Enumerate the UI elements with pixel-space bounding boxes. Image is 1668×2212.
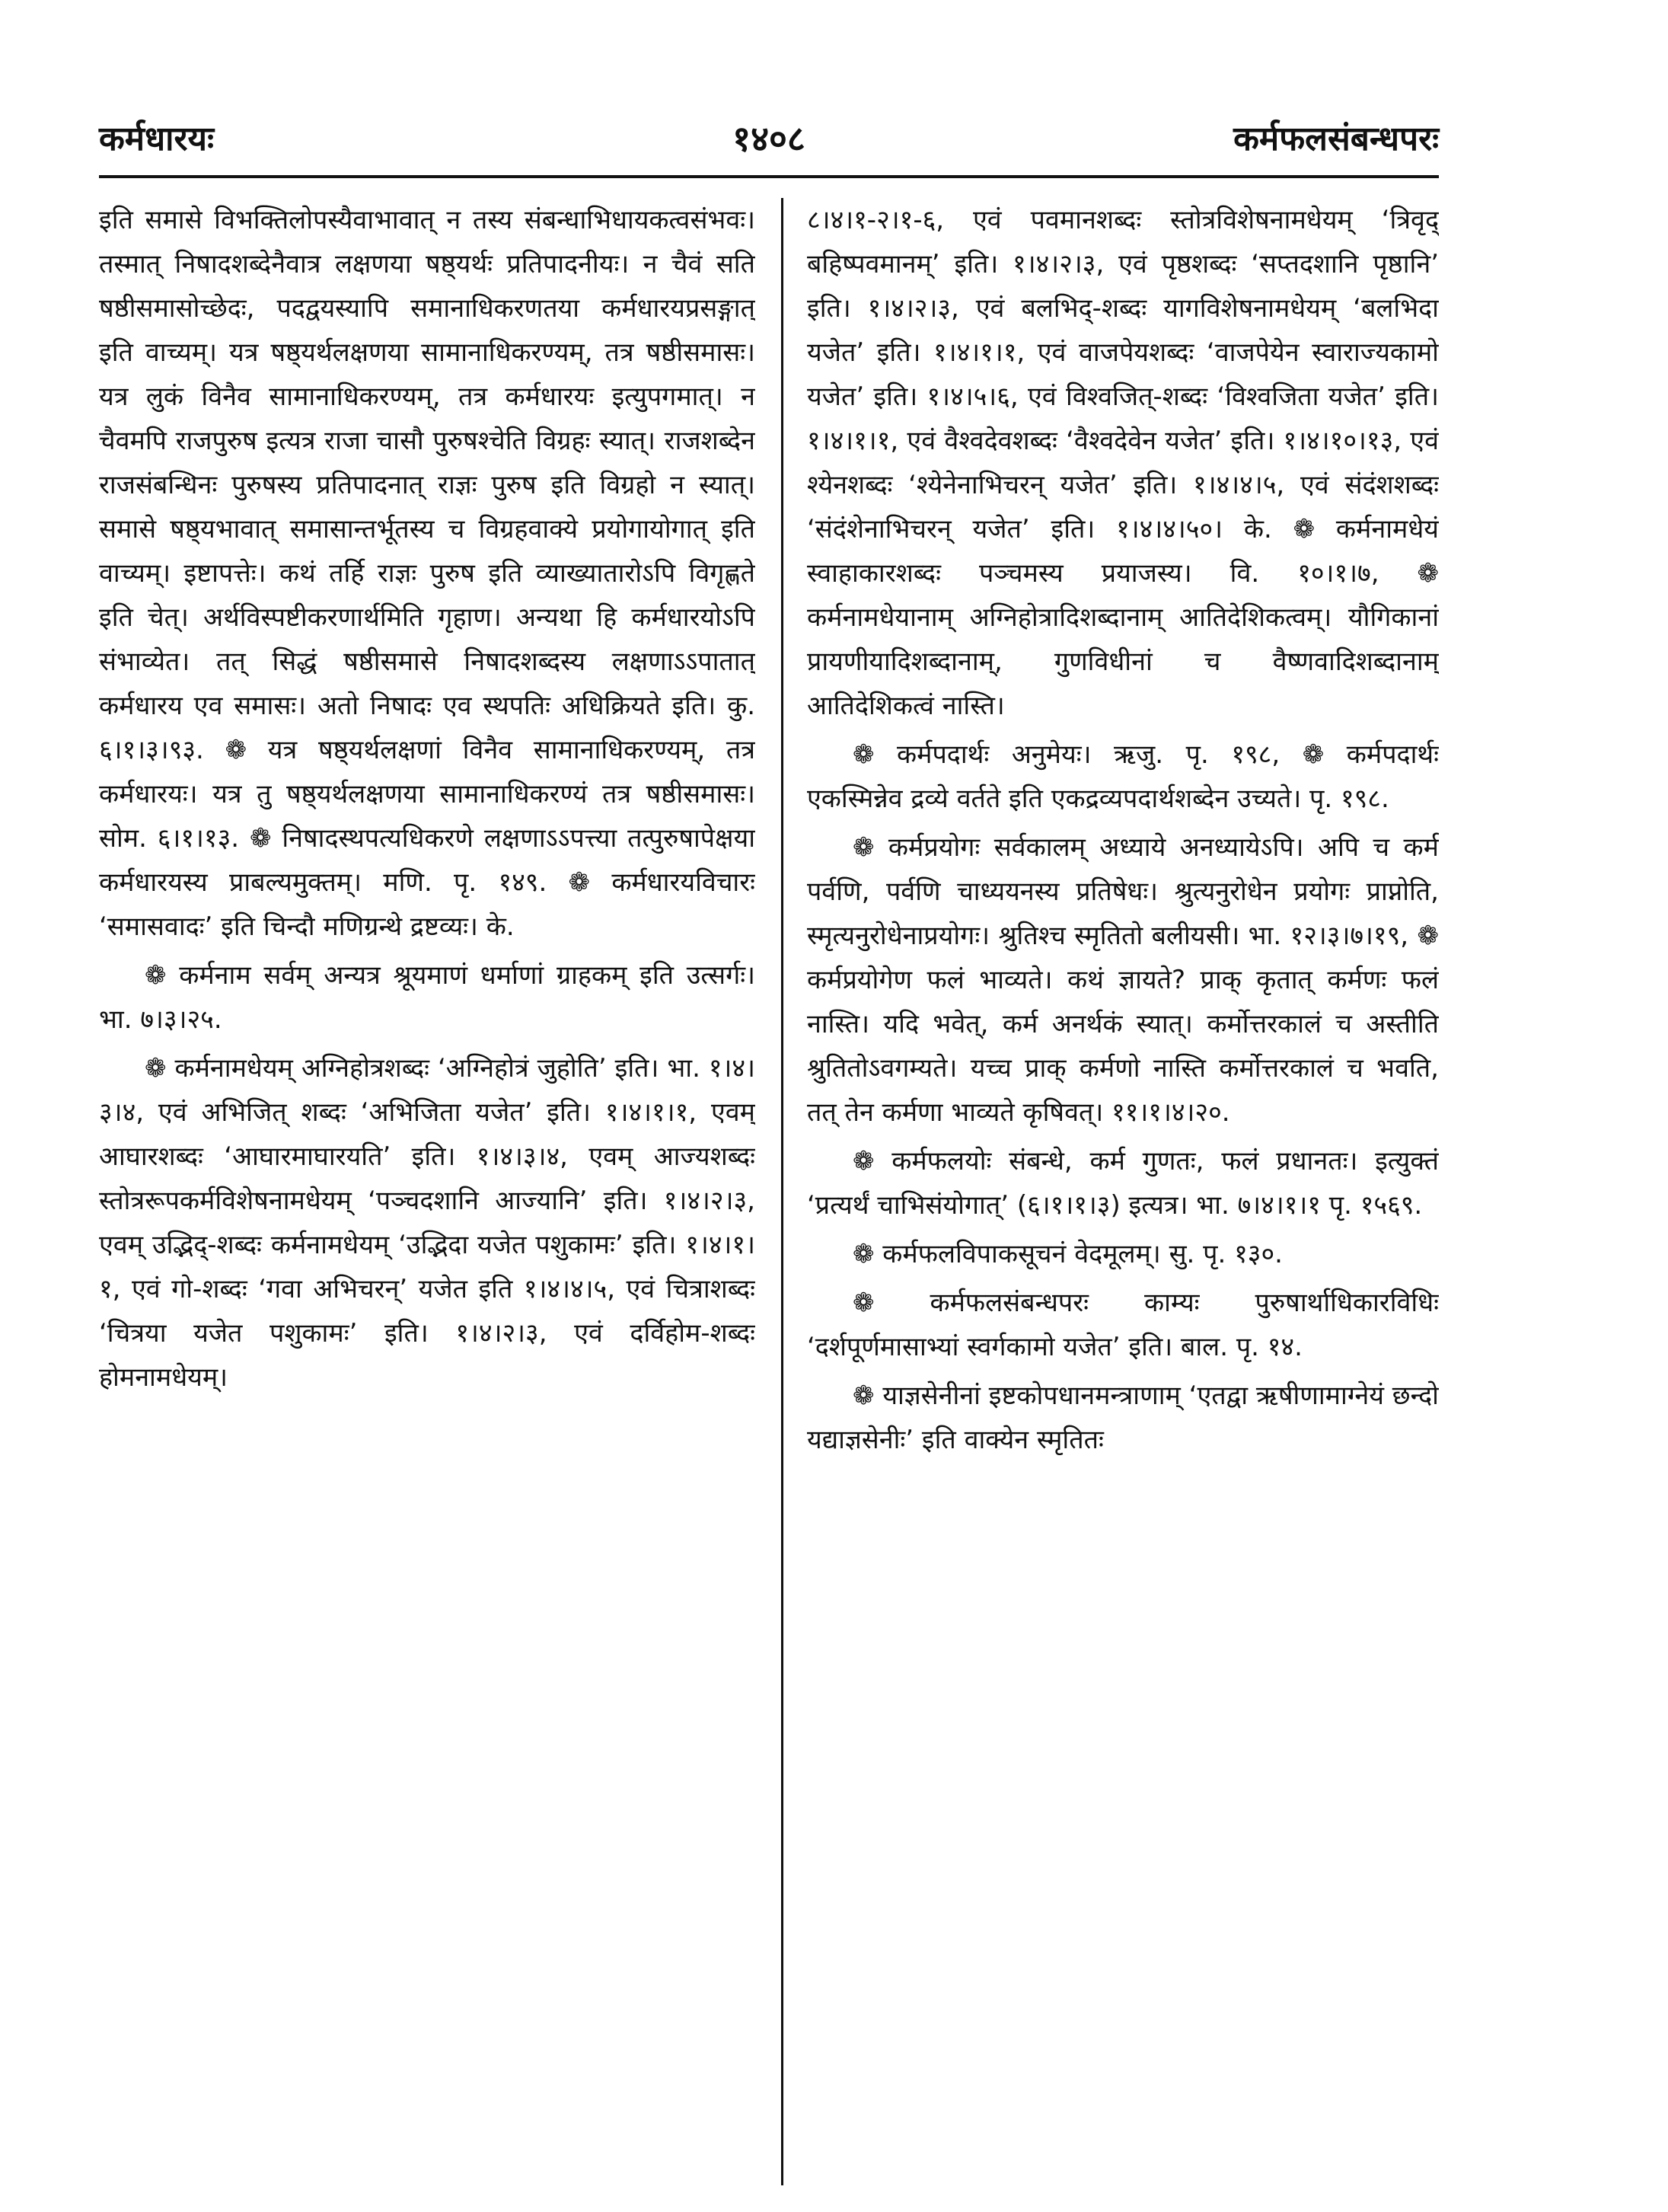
page-header: [99, 114, 1439, 168]
running-head-right: कर्मफलसंबन्धपरः: [1233, 120, 1439, 158]
column-divider: [781, 198, 783, 2185]
right-paragraph-3: ❁ कर्मप्रयोगः सर्वकालम् अध्याये अनध्यायेऽपि। अपि च कर्म पर्वणि, पर्वणि चाध्ययनस्य प्रतिषेधः। श्रुत्यनुरोधेन प्रयोगः प्राप्नोति, स्मृत्यनुरोधेनाप्रयोगः। श्रुतिश्च स्मृतितो बलीयसी। भा. १२।३।७।१९, ❁ कर्मप्रयोगेण फलं भाव्यते। कथं ज्ञायते? प्राक् कृतात् कर्मणः फलं नास्ति। यदि भवेत्, कर्म अनर्थकं स्यात्। कर्मोत्तरकालं च अस्तीति श्रुतितोऽवगम्यते। यच्च प्राक् कर्मणो नास्ति कर्मोत्तरकालं च भवति, तत् तेन कर्मणा भाव्यते कृषिवत्। ११।१।४।२०.: [807, 832, 1439, 1128]
left-paragraph-3: ❁ कर्मनामधेयम् अग्निहोत्रशब्दः ‘अग्निहोत्रं जुहोति’ इति। भा. १।४।३।४, एवं अभिजित् शब्दः ‘अभिजिता यजेत’ इति। १।४।१।१, एवम् आघारशब्दः ‘आघारमाघारयति’ इति। १।४।३।४, एवम् आज्यशब्दः स्तोत्ररूपकर्मविशेषनामधेयम् ‘पञ्चदशानि आज्यानि’ इति। १।४।२।३, एवम् उद्भिद्-शब्दः कर्मनामधेयम् ‘उद्भिदा यजेत पशुकामः’ इति। १।४।१।१, एवं गो-शब्दः ‘गवा अभिचरन्’ यजेत इति १।४।४।५, एवं चित्राशब्दः ‘चित्रया यजेत पशुकामः’ इति। १।४।२।३, एवं दर्विहोम-शब्दः होमनामधेयम्।: [99, 1053, 755, 1393]
page-number: १४०८: [732, 118, 805, 159]
right-paragraph-5: ❁ कर्मफलविपाकसूचनं वेदमूलम्। सु. पृ. १३०.: [853, 1239, 1283, 1269]
left-column: [99, 198, 755, 2193]
right-paragraph-1: ८।४।१-२।१-६, एवं पवमानशब्दः स्तोत्रविशेषनामधेयम् ‘त्रिवृद् बहिष्पवमानम्’ इति। १।४।२।३, एवं पृष्ठशब्दः ‘सप्तदशानि पृष्ठानि’ इति। १।४।२।३, एवं बलभिद्-शब्दः यागविशेषनामधेयम् ‘बलभिदा यजेत’ इति। १।४।१।१, एवं वाजपेयशब्दः ‘वाजपेयेन स्वाराज्यकामो यजेत’ इति। १।४।५।६, एवं विश्वजित्-शब्दः ‘विश्वजिता यजेत’ इति। १।४।१।१, एवं वैश्वदेवशब्दः ‘वैश्वदेवेन यजेत’ इति। १।४।१०।१३, एवं श्येनशब्दः ‘श्येनेनाभिचरन् यजेत’ इति। १।४।४।५, एवं संदंशशब्दः ‘संदंशेनाभिचरन् यजेत’ इति। १।४।४।५०। के. ❁ कर्मनामधेयं स्वाहाकारशब्दः पञ्चमस्य प्रयाजस्य। वि. १०।१।७, ❁ कर्मनामधेयानाम् अग्निहोत्रादिशब्दानाम् आतिदेशिकत्वम्। यौगिकानां प्रायणीयादिशब्दानाम्, गुणविधीनां च वैष्णवादिशब्दानाम् आतिदेशिकत्वं नास्ति।: [807, 205, 1439, 721]
header-rule: [99, 175, 1439, 178]
right-paragraph-4: ❁ कर्मफलयोः संबन्धे, कर्म गुणतः, फलं प्रधानतः। इत्युक्तं ‘प्रत्यर्थं चाभिसंयोगात्’ (६।१।१।३) इत्यत्र। भा. ७।४।१।१ पृ. १५६९.: [807, 1146, 1439, 1221]
left-paragraph-2: ❁ कर्मनाम सर्वम् अन्यत्र श्रूयमाणं धर्माणां ग्राहकम् इति उत्सर्गः। भा. ७।३।२५.: [99, 960, 755, 1035]
right-paragraph-7: ❁ याज्ञसेनीनां इष्टकोपधानमन्त्राणाम् ‘एतद्वा ऋषीणामाग्नेयं छन्दो यद्याज्ञसेनीः’ इति वाक्येन स्मृतितः: [807, 1381, 1439, 1455]
left-paragraph-1: इति समासे विभक्तिलोपस्यैवाभावात् न तस्य संबन्धाभिधायकत्वसंभवः। तस्मात् निषादशब्देनैवात्र लक्षणया षष्ठ्यर्थः प्रतिपादनीयः। न चैवं सति षष्ठीसमासोच्छेदः, पदद्वयस्यापि समानाधिकरणतया कर्मधारयप्रसङ्गात् इति वाच्यम्। यत्र षष्ठ्यर्थलक्षणया सामानाधिकरण्यम्, तत्र षष्ठीसमासः। यत्र लुकं विनैव सामानाधिकरण्यम्, तत्र कर्मधारयः इत्युपगमात्। न चैवमपि राजपुरुष इत्यत्र राजा चासौ पुरुषश्चेति विग्रहः स्यात्। राजशब्देन राजसंबन्धिनः पुरुषस्य प्रतिपादनात् राज्ञः पुरुष इति विग्रहो न स्यात्। समासे षष्ठ्यभावात् समासान्तर्भूतस्य च विग्रहवाक्ये प्रयोगायोगात् इति वाच्यम्। इष्टापत्तेः। कथं तर्हि राज्ञः पुरुष इति व्याख्यातारोऽपि विगृह्णते इति चेत्। अर्थविस्पष्टीकरणार्थमिति गृहाण। अन्यथा हि कर्मधारयोऽपि संभाव्येत। तत् सिद्धं षष्ठीसमासे निषादशब्दस्य लक्षणाऽऽपातात् कर्मधारय एव समासः। अतो निषादः एव स्थपतिः अधिक्रियते इति। कु. ६।१।३।९३. ❁ यत्र षष्ठ्यर्थलक्षणां विनैव सामानाधिकरण्यम्, तत्र कर्मधारयः। यत्र तु षष्ठ्यर्थलक्षणया सामानाधिकरण्यं तत्र षष्ठीसमासः। सोम. ६।१।१३. ❁ निषादस्थपत्यधिकरणे लक्षणाऽऽपत्त्या तत्पुरुषापेक्षया कर्मधारयस्य प्राबल्यमुक्तम्। मणि. पृ. १४९. ❁ कर्मधारयविचारः ‘समासवादः’ इति चिन्दौ मणिग्रन्थे द्रष्टव्यः। के.: [99, 205, 755, 942]
running-head-left: कर्मधारयः: [99, 120, 214, 158]
right-column: [807, 198, 1439, 2193]
right-paragraph-2: ❁ कर्मपदार्थः अनुमेयः। ऋजु. पृ. १९८, ❁ कर्मपदार्थः एकस्मिन्नेव द्रव्ये वर्तते इति एकद्रव्यपदार्थशब्देन उच्यते। पृ. १९८.: [807, 739, 1439, 814]
right-paragraph-6: ❁ कर्मफलसंबन्धपरः काम्यः पुरुषार्थाधिकारविधिः ‘दर्शपूर्णमासाभ्यां स्वर्गकामो यजेत’ इति। बाल. पृ. १४.: [807, 1288, 1439, 1362]
